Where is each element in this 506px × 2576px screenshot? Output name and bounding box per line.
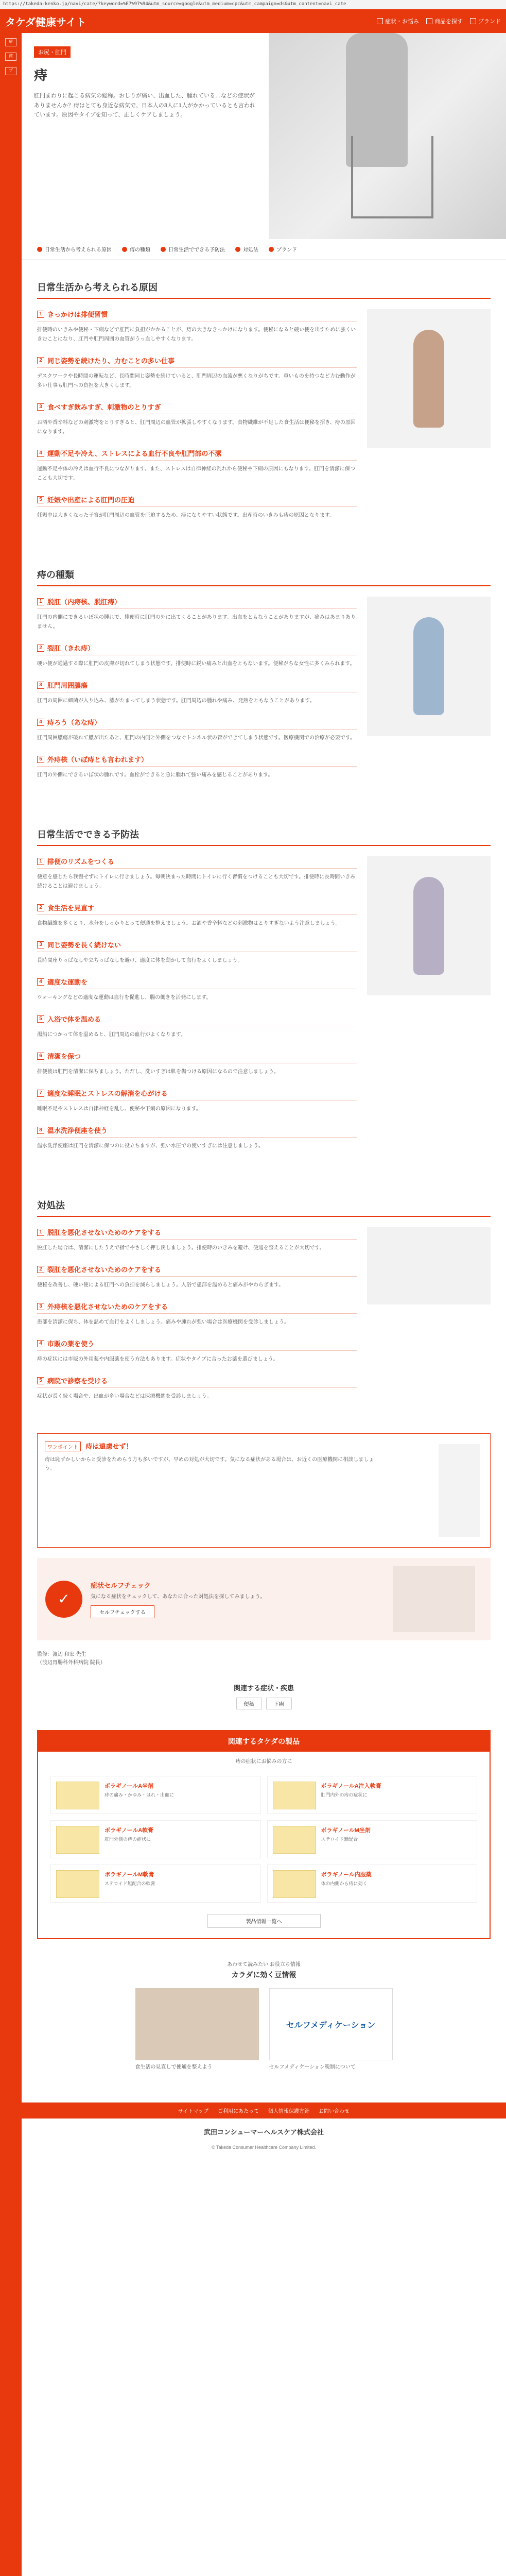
selfcheck-title: 症状セルフチェック bbox=[91, 1582, 151, 1589]
item-title: 清潔を保つ bbox=[47, 1053, 81, 1060]
anchor-prevent[interactable] bbox=[161, 245, 225, 253]
item-text: 運動不足や体の冷えは血行不良につながります。また、ストレスは自律神経の乱れから便秘や下痢の原因にもなります。肛門を清潔に保つことも大切です。 bbox=[37, 466, 355, 481]
item-text: 硬い便が通過する際に肛門の皮膚が切れてしまう状態です。排便時に鋭い痛みと出血をともないます。便秘がちな女性に多くみられます。 bbox=[37, 661, 355, 667]
item-number: 2 bbox=[37, 645, 44, 652]
product-card[interactable] bbox=[50, 1776, 261, 1814]
footer bbox=[22, 2102, 506, 2155]
anchor-dot-icon bbox=[122, 247, 127, 252]
item-text: 排便時のいきみや便秘・下痢などで肛門に負担がかかることが、痔の大きなきっかけになります。便秘になると硬い便を出すために強くいきむことになり、肛門や肛門周囲の血管がうっ血しやすくなります。 bbox=[37, 327, 356, 342]
item-title: 運動不足や冷え、ストレスによる血行不良や肛門部の不潔 bbox=[47, 450, 222, 457]
onepoint-tag: ワンポイント bbox=[45, 1442, 81, 1451]
food-photo bbox=[135, 1988, 259, 2060]
item-text: 患部を清潔に保ち、体を温めて血行をよくしましょう。痛みや腫れが強い場合は医療機関を受診しましょう。 bbox=[37, 1319, 289, 1325]
item-number: 5 bbox=[37, 1015, 44, 1023]
symptom-icon bbox=[377, 18, 383, 24]
item-title: 痔ろう（あな痔） bbox=[47, 719, 101, 726]
item-number: 3 bbox=[37, 403, 44, 411]
recommend-card[interactable] bbox=[135, 1988, 259, 2071]
anchor-nav bbox=[22, 239, 506, 260]
related-title: 関連する症状・疾患 bbox=[233, 1684, 294, 1692]
footer-link[interactable]: サイトマップ bbox=[178, 2109, 208, 2114]
related-tag-diarrhea[interactable]: 下痢 bbox=[266, 1698, 292, 1709]
selfcheck-text: 気になる症状をチェックして、あなたに合った対処法を探してみましょう。 bbox=[91, 1594, 266, 1600]
anchor-causes[interactable] bbox=[37, 245, 112, 253]
prevent-item bbox=[37, 1014, 357, 1040]
footer-link[interactable]: ご利用にあたって bbox=[217, 2109, 259, 2114]
site-header bbox=[0, 9, 506, 33]
hero bbox=[22, 33, 506, 239]
item-text: 温水洗浄便座は肛門を清潔に保つのに役立ちますが、強い水圧での使いすぎには注意しましょう。 bbox=[37, 1143, 264, 1149]
product-desc: ステロイド無配合 bbox=[321, 1837, 358, 1842]
item-number: 5 bbox=[37, 1377, 44, 1384]
item-text: 脱肛した場合は、清潔にしたうえで指でやさしく押し戻しましょう。排便時のいきみを避け、便通を整えることが大切です。 bbox=[37, 1245, 325, 1251]
prevent-item bbox=[37, 903, 357, 928]
product-name: ボラギノール内服薬 bbox=[321, 1872, 372, 1878]
item-number: 4 bbox=[37, 450, 44, 457]
cause-item bbox=[37, 355, 357, 391]
item-number: 1 bbox=[37, 858, 44, 865]
item-number: 5 bbox=[37, 496, 44, 503]
recommend-section bbox=[37, 1960, 491, 2071]
anchor-types[interactable] bbox=[122, 245, 150, 253]
product-image bbox=[273, 1870, 316, 1898]
product-image bbox=[56, 1826, 99, 1854]
onepoint-text: 痔は恥ずかしいからと受診をためらう方も多いですが、早めの対処が大切です。気になる症状がある場合は、お近くの医療機関に相談しましょう。 bbox=[45, 1457, 374, 1471]
anchor-brand[interactable] bbox=[269, 245, 297, 253]
recommend-title: カラダに効く豆情報 bbox=[231, 1971, 296, 1979]
anchor-dot-icon bbox=[37, 247, 42, 252]
item-title: 裂肛（きれ痔） bbox=[47, 645, 95, 652]
item-number: 3 bbox=[37, 682, 44, 689]
prevent-item bbox=[37, 1088, 357, 1114]
item-text: お酒や香辛料などの刺激物をとりすぎると、肛門周辺の血管が拡張しやすくなります。食物繊維が不足した食生活は便秘を招き、痔の原因になります。 bbox=[37, 420, 356, 435]
standing-woman-illustration bbox=[439, 1444, 480, 1537]
item-title: 適度な睡眠とストレスの解消を心がける bbox=[47, 1090, 168, 1097]
nav-symptoms[interactable] bbox=[377, 17, 419, 25]
product-card[interactable] bbox=[267, 1865, 478, 1903]
selfcheck-banner bbox=[37, 1558, 491, 1640]
types-title: 痔の種類 bbox=[37, 568, 491, 586]
related-section bbox=[22, 1667, 506, 1725]
item-title: 病院で診察を受ける bbox=[47, 1377, 108, 1385]
care-item bbox=[37, 1301, 357, 1327]
anchor-brand-label: ブランド bbox=[276, 247, 297, 253]
nav-products[interactable] bbox=[426, 17, 463, 25]
anchor-dot-icon bbox=[269, 247, 274, 252]
item-title: 外痔核を悪化させないためのケアをする bbox=[47, 1303, 168, 1311]
type-item bbox=[37, 754, 357, 780]
side-nav-symptom[interactable]: 症 bbox=[5, 38, 16, 46]
checklist-icon: ✓ bbox=[45, 1581, 82, 1618]
onepoint-title: 痔は遠慮せず！ bbox=[85, 1443, 133, 1450]
recommend-subtitle: あわせて読みたい お役立ち情報 bbox=[227, 1962, 301, 1968]
item-text: 排便後は肛門を清潔に保ちましょう。ただし、洗いすぎは肌を傷つける原因になるので注意しましょう。 bbox=[37, 1069, 279, 1075]
cause-item bbox=[37, 309, 357, 344]
prevent-title: 日常生活でできる予防法 bbox=[37, 827, 491, 846]
product-card[interactable] bbox=[267, 1776, 478, 1814]
item-title: 脱肛（内痔核、脱肛痔） bbox=[47, 598, 121, 606]
anchor-dot-icon bbox=[161, 247, 166, 252]
type-item bbox=[37, 597, 357, 632]
main-content bbox=[22, 33, 506, 2576]
care-item bbox=[37, 1376, 357, 1401]
toilet-figure bbox=[413, 877, 444, 975]
product-desc: 肛門内外の痔の症状に bbox=[321, 1792, 368, 1798]
desk-worker-illustration bbox=[367, 597, 491, 736]
page-title: 痔 bbox=[34, 67, 48, 83]
item-title: 肛門周囲膿瘍 bbox=[47, 682, 88, 689]
item-title: 同じ姿勢を長く続けない bbox=[47, 941, 121, 949]
care-title: 対処法 bbox=[37, 1198, 491, 1217]
care-item bbox=[37, 1227, 357, 1253]
item-title: 入浴で体を温める bbox=[47, 1015, 101, 1023]
stomach-ache-illustration bbox=[367, 309, 491, 448]
copyright: © Takeda Consumer Healthcare Company Limited. bbox=[211, 2145, 317, 2150]
hero-chair-figure bbox=[351, 136, 433, 218]
prevent-item bbox=[37, 977, 357, 1003]
man-figure bbox=[413, 617, 444, 715]
item-number: 7 bbox=[37, 1090, 44, 1097]
prevent-item bbox=[37, 1125, 357, 1151]
woman-figure bbox=[413, 330, 444, 428]
product-desc: 肛門外側の痔の症状に bbox=[104, 1837, 151, 1842]
product-image bbox=[273, 1782, 316, 1809]
anchor-care-label: 対処法 bbox=[243, 247, 258, 253]
anchor-care[interactable] bbox=[235, 245, 258, 253]
nav-brand-label: ブランド bbox=[478, 19, 501, 25]
item-text: 肛門の内側にできるいぼ状の腫れで、排便時に肛門の外に出てくることがあります。出血をともなうことがありますが、痛みはあまりありません。 bbox=[37, 615, 356, 630]
selfcheck-button[interactable]: セルフチェックする bbox=[91, 1605, 154, 1618]
lead-text: 肛門まわりに起こる病気の総称。おしりが痛い、出血した、腫れている…などの症状がありませんか？痔はとても身近な病気で、日本人の3人に1人がかかっているとも言われています。原因やタイプを知って、正しくケアしましょう。 bbox=[34, 93, 256, 118]
prevent-item bbox=[37, 940, 357, 965]
care-item bbox=[37, 1264, 357, 1290]
item-text: 痔の症状には市販の外用薬や内服薬を使う方法もあります。症状やタイプに合ったお薬を選びましょう。 bbox=[37, 1357, 278, 1362]
item-text: 湯船につかって体を温めると、肛門周辺の血行がよくなります。 bbox=[37, 1032, 186, 1038]
cause-item bbox=[37, 402, 357, 437]
item-number: 4 bbox=[37, 719, 44, 726]
cause-item bbox=[37, 495, 357, 520]
item-number: 1 bbox=[37, 1229, 44, 1236]
item-title: 外痔核（いぼ痔とも言われます） bbox=[47, 756, 148, 764]
item-text: 肛門の外側にできるいぼ状の腫れです。血栓ができると急に腫れて強い痛みを感じることがあります。 bbox=[37, 772, 273, 778]
item-title: 同じ姿勢を続けたり、力むことの多い仕事 bbox=[47, 357, 175, 365]
side-nav bbox=[0, 33, 22, 2576]
anchor-causes-label: 日常生活から考えられる原因 bbox=[45, 247, 112, 253]
item-text: 肛門周囲膿瘍が破れて膿が出たあと、肛門の内側と外側をつなぐトンネル状の管ができてしまう状態です。医療機関での治療が必要です。 bbox=[37, 735, 356, 741]
nav-brand[interactable] bbox=[470, 17, 501, 25]
nav-products-label: 商品を探す bbox=[434, 19, 463, 25]
product-name: ボラギノールM坐剤 bbox=[321, 1827, 371, 1834]
recommend-card[interactable] bbox=[269, 1988, 393, 2071]
anchor-dot-icon bbox=[235, 247, 240, 252]
product-name: ボラギノールA注入軟膏 bbox=[321, 1783, 381, 1789]
product-image bbox=[56, 1782, 99, 1809]
product-desc: 体の内側から痔に効く bbox=[321, 1881, 368, 1886]
types-section bbox=[22, 547, 506, 807]
related-tag-constipation[interactable]: 便秘 bbox=[236, 1698, 262, 1709]
item-number: 1 bbox=[37, 598, 44, 605]
item-number: 2 bbox=[37, 904, 44, 911]
products-title: 関連するタケダの製品 bbox=[38, 1731, 490, 1752]
care-section bbox=[22, 1178, 506, 1428]
item-number: 4 bbox=[37, 1340, 44, 1347]
causes-title: 日常生活から考えられる原因 bbox=[37, 280, 491, 299]
item-number: 8 bbox=[37, 1127, 44, 1134]
side-nav-product[interactable]: 商 bbox=[5, 53, 16, 61]
item-title: きっかけは排便習慣 bbox=[47, 311, 108, 318]
product-image bbox=[273, 1826, 316, 1854]
item-text: 肛門の周囲に細菌が入り込み、膿がたまってしまう状態です。肛門周辺の腫れや痛み、発熱をともなうことがあります。 bbox=[37, 698, 315, 704]
url-text: https://takeda-kenko.jp/navi/cate/?keyword=%E7%97%94&utm_source=google&utm_medium=cpc&utm_campaign=ds&utm_content=navi_cate bbox=[3, 2, 346, 7]
product-icon bbox=[426, 18, 432, 24]
item-text: 食物繊維を多くとり、水分をしっかりとって便通を整えましょう。お酒や香辛料などの刺激物はとりすぎないよう注意しましょう。 bbox=[37, 921, 341, 926]
supervisor-affiliation: （渡辺胃腸科外科病院 院長） bbox=[37, 1660, 106, 1666]
item-number: 2 bbox=[37, 357, 44, 364]
item-number: 6 bbox=[37, 1053, 44, 1060]
product-card[interactable] bbox=[50, 1865, 261, 1903]
hero-image bbox=[269, 33, 506, 239]
lying-person-illustration bbox=[367, 1227, 491, 1304]
type-item bbox=[37, 643, 357, 669]
products-more-button[interactable]: 製品情報一覧へ bbox=[207, 1914, 321, 1928]
item-text: 便意を感じたら我慢せずにトイレに行きましょう。毎朝決まった時間にトイレに行く習慣をつけることも大切です。排便時に長時間いきみ続けることは避けましょう。 bbox=[37, 874, 356, 889]
item-title: 裂肛を悪化させないためのケアをする bbox=[47, 1266, 162, 1274]
recommend-caption: セルフメディケーション税制について bbox=[269, 2064, 356, 2070]
products-section bbox=[37, 1730, 491, 1939]
item-number: 4 bbox=[37, 978, 44, 986]
recommend-caption: 食生活の見直しで便通を整えよう bbox=[135, 2064, 213, 2070]
item-text: 妊娠中は大きくなった子宮が肛門周辺の血管を圧迫するため、痔になりやすい状態です。出産時のいきみも痔の原因となります。 bbox=[37, 513, 335, 518]
products-intro: 痔の症状にお悩みの方に bbox=[235, 1759, 292, 1765]
product-name: ボラギノールA軟膏 bbox=[104, 1827, 154, 1834]
side-nav-brand[interactable]: ブ bbox=[5, 67, 16, 75]
causes-section bbox=[22, 260, 506, 547]
supervisor-info bbox=[22, 1651, 506, 1667]
footer-link[interactable]: 個人情報保護方針 bbox=[268, 2109, 309, 2114]
prevent-item bbox=[37, 1051, 357, 1077]
item-number: 3 bbox=[37, 1303, 44, 1310]
item-text: ウォーキングなどの適度な運動は血行を促進し、腸の働きを活発にします。 bbox=[37, 995, 212, 1001]
cause-item bbox=[37, 448, 357, 483]
item-title: 適度な運動を bbox=[47, 978, 88, 986]
item-number: 5 bbox=[37, 756, 44, 763]
item-title: 排便のリズムをつくる bbox=[47, 858, 114, 866]
supervisor-name: 監修：渡辺 和宏 先生 bbox=[37, 1652, 86, 1657]
item-title: 市販の薬を使う bbox=[47, 1340, 95, 1348]
item-text: 症状が長く続く場合や、出血が多い場合などは医療機関を受診しましょう。 bbox=[37, 1394, 212, 1399]
product-card[interactable] bbox=[50, 1820, 261, 1858]
product-name: ボラギノールA坐剤 bbox=[104, 1783, 154, 1789]
item-title: 食生活を見直す bbox=[47, 904, 95, 912]
item-text: デスクワークや長時間の運転など、長時間同じ姿勢を続けていると、肛門周辺の血流が悪くなりがちです。重いものを持つなど力む動作が多い仕事も肛門への負担を大きくします。 bbox=[37, 374, 356, 388]
anchor-types-label: 痔の種類 bbox=[130, 247, 150, 253]
item-title: 食べすぎ飲みすぎ、刺激物のとりすぎ bbox=[47, 403, 161, 411]
type-item bbox=[37, 680, 357, 706]
product-desc: 痔の痛み・かゆみ・はれ・出血に bbox=[104, 1792, 175, 1798]
item-text: 便秘を改善し、硬い便による肛門への負担を減らしましょう。入浴で患部を温めると痛みがやわらぎます。 bbox=[37, 1282, 284, 1288]
product-image bbox=[56, 1870, 99, 1898]
anchor-prevent-label: 日常生活でできる予防法 bbox=[168, 247, 225, 253]
corporate-logo[interactable]: 武田コンシューマーヘルスケア株式会社 bbox=[203, 2128, 324, 2136]
prevent-section bbox=[22, 807, 506, 1178]
prevent-item bbox=[37, 856, 357, 891]
item-number: 1 bbox=[37, 311, 44, 318]
item-number: 3 bbox=[37, 941, 44, 948]
site-logo[interactable]: タケダ健康サイト bbox=[5, 16, 86, 28]
item-number: 2 bbox=[37, 1266, 44, 1273]
footer-link[interactable]: お問い合わせ bbox=[318, 2109, 350, 2114]
product-card[interactable] bbox=[267, 1820, 478, 1858]
smartphone-illustration bbox=[393, 1566, 475, 1632]
self-medication-logo: セルフメディケーション bbox=[269, 1988, 393, 2060]
toilet-illustration bbox=[367, 856, 491, 995]
nav-symptoms-label: 症状・お悩み bbox=[385, 19, 419, 25]
brand-icon bbox=[470, 18, 476, 24]
item-title: 脱肛を悪化させないためのケアをする bbox=[47, 1229, 162, 1236]
footer-nav bbox=[22, 2103, 506, 2119]
address-bar[interactable] bbox=[0, 0, 506, 9]
onepoint-box bbox=[37, 1433, 491, 1548]
care-item bbox=[37, 1338, 357, 1364]
item-title: 妊娠や出産による肛門の圧迫 bbox=[47, 496, 135, 504]
top-nav bbox=[377, 17, 501, 25]
item-text: 長時間座りっぱなしや立ちっぱなしを避け、適度に体を動かして血行をよくしましょう。 bbox=[37, 958, 243, 963]
item-title: 温水洗浄便座を使う bbox=[47, 1127, 108, 1134]
product-name: ボラギノールM軟膏 bbox=[104, 1872, 154, 1878]
type-item bbox=[37, 717, 357, 743]
item-text: 睡眠不足やストレスは自律神経を乱し、便秘や下痢の原因になります。 bbox=[37, 1106, 201, 1112]
product-desc: ステロイド無配合の軟膏 bbox=[104, 1881, 155, 1886]
breadcrumb[interactable]: お尻・肛門 bbox=[34, 46, 71, 58]
